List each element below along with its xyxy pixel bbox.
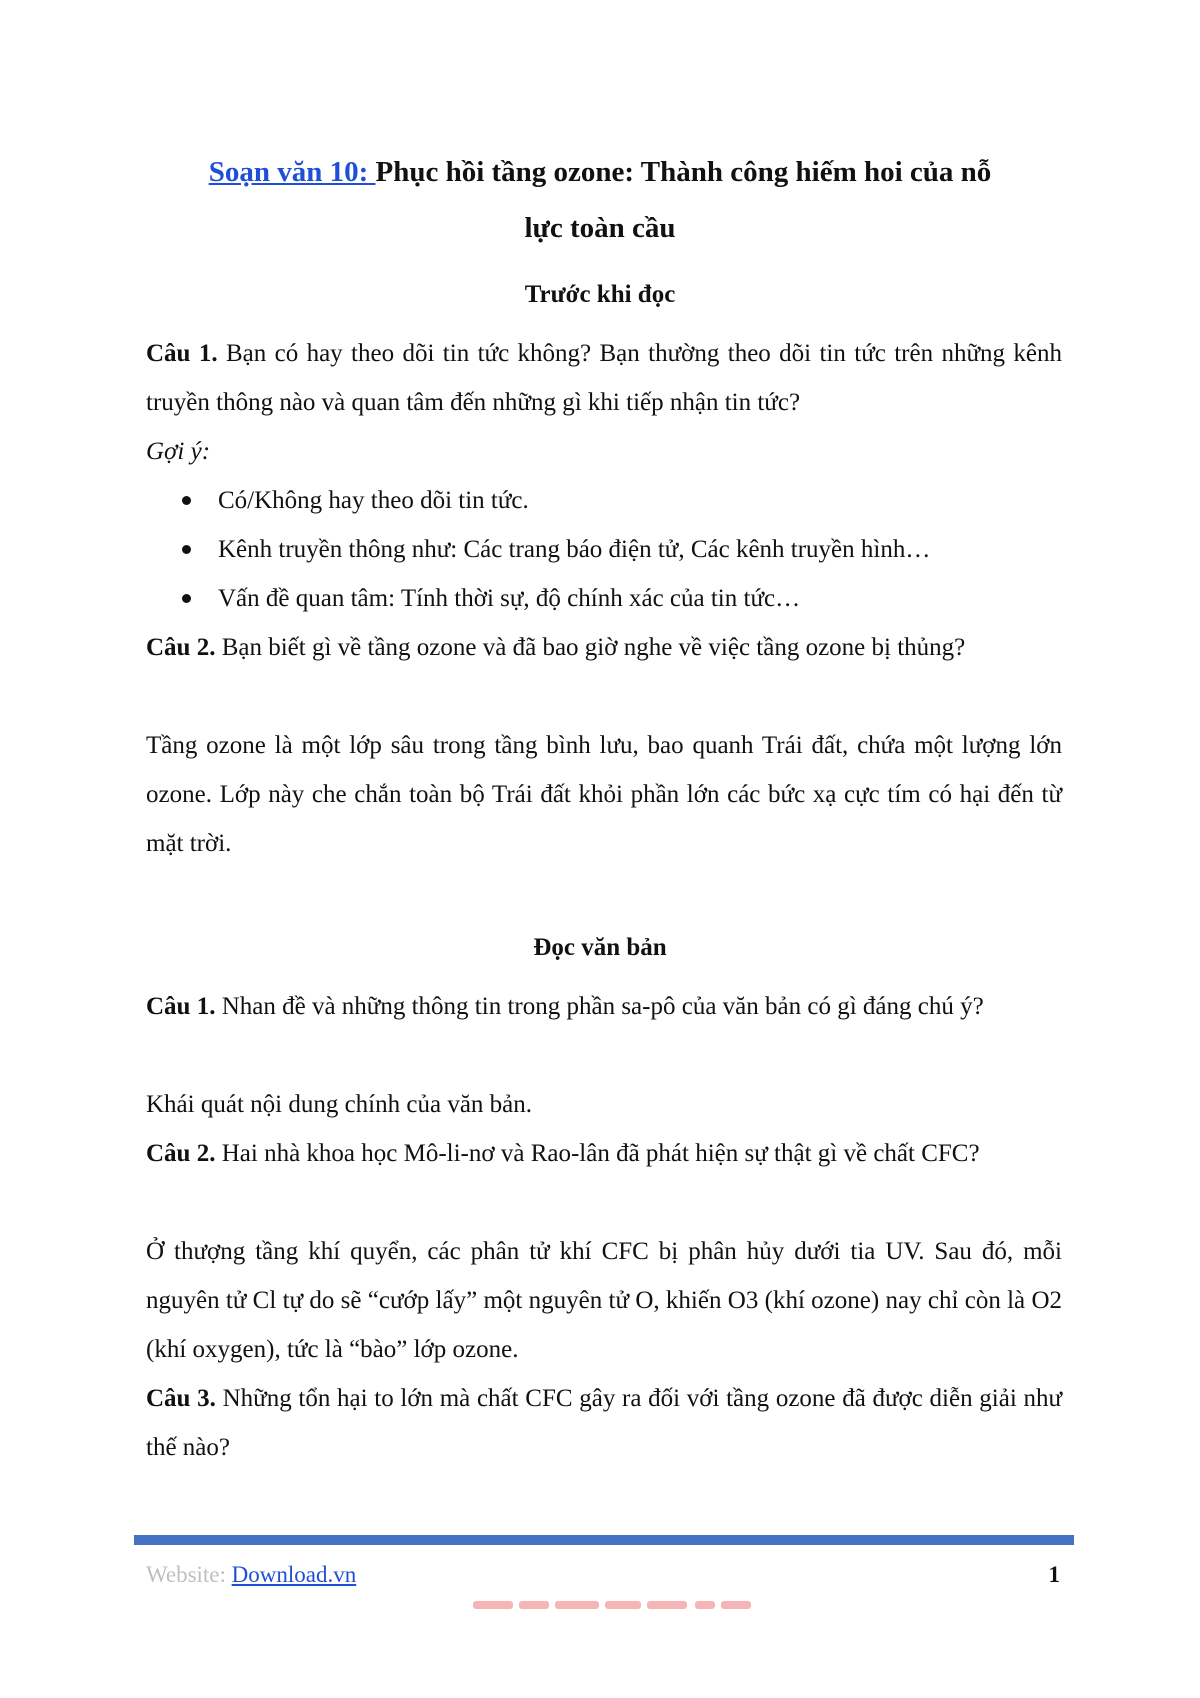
section-heading-before-reading: Trước khi đọc xyxy=(524,281,676,308)
question-text: Những tổn hại to lớn mà chất CFC gây ra đối với tầng ozone đã được diễn giải như thế nào? xyxy=(146,1385,1062,1461)
question-label: Câu 1. xyxy=(146,993,216,1020)
question-label: Câu 2. xyxy=(146,634,216,661)
question-2-reading xyxy=(146,1129,1062,1178)
list-item xyxy=(146,476,1062,525)
answer-1-reading: Khái quát nội dung chính của văn bản. xyxy=(146,1091,533,1118)
page-number: 1 xyxy=(1048,1562,1060,1587)
question-text: Bạn có hay theo dõi tin tức không? Bạn thường theo dõi tin tức trên những kênh truyền thông nào và quan tâm đến những gì khi tiếp nhận tin tức? xyxy=(146,340,1062,416)
website-link[interactable]: Download.vn xyxy=(231,1562,357,1587)
title-text: Phục hồi tầng ozone: Thành công hiếm hoi của nỗ xyxy=(375,156,992,188)
question-2-before xyxy=(146,623,1062,672)
website-label: Website: xyxy=(146,1562,232,1587)
hint-bullet-list xyxy=(146,476,1062,623)
title-line-2: lực toàn cầu xyxy=(524,212,676,244)
bullet-icon xyxy=(182,545,191,554)
list-item-text: Vấn đề quan tâm: Tính thời sự, độ chính xác của tin tức… xyxy=(218,585,801,612)
page-title xyxy=(0,144,1200,256)
title-line-1 xyxy=(0,144,1200,200)
question-label: Câu 3. xyxy=(146,1385,216,1412)
question-text: Nhan đề và những thông tin trong phần sa-pô của văn bản có gì đáng chú ý? xyxy=(215,993,984,1020)
question-1-before xyxy=(146,329,1062,427)
bullet-icon xyxy=(182,594,191,603)
list-item xyxy=(146,574,1062,623)
question-label: Câu 2. xyxy=(146,1140,216,1167)
answer-2-before: Tầng ozone là một lớp sâu trong tầng bình lưu, bao quanh Trái đất, chứa một lượng lớn ozone. Lớp này che chắn toàn bộ Trái đất khỏi phần lớn các bức xạ cực tím có hại đến từ mặt trời. xyxy=(146,732,1062,857)
download-logo-watermark xyxy=(473,1598,751,1612)
question-text: Hai nhà khoa học Mô-li-nơ và Rao-lân đã phát hiện sự thật gì về chất CFC? xyxy=(215,1140,980,1167)
bullet-icon xyxy=(182,496,191,505)
list-item-text: Kênh truyền thông như: Các trang báo điện tử, Các kênh truyền hình… xyxy=(218,536,931,563)
question-3-reading xyxy=(146,1374,1062,1472)
section-heading-reading: Đọc văn bản xyxy=(533,934,667,961)
answer-2-reading: Ở thượng tầng khí quyển, các phân tử khí CFC bị phân hủy dưới tia UV. Sau đó, mỗi nguyên tử Cl tự do sẽ “cướp lấy” một nguyên tử O, khiến O3 (khí ozone) nay chỉ còn là O2 (khí oxygen), tức là “bào” lớp ozone. xyxy=(146,1238,1062,1363)
question-label: Câu 1. xyxy=(146,340,218,367)
title-link[interactable]: Soạn văn 10: xyxy=(208,156,376,188)
footer-rule xyxy=(134,1535,1074,1545)
question-text: Bạn biết gì về tầng ozone và đã bao giờ nghe về việc tầng ozone bị thủng? xyxy=(215,634,966,661)
hint-label: Gợi ý: xyxy=(146,438,211,465)
question-1-reading xyxy=(146,982,1062,1031)
list-item-text: Có/Không hay theo dõi tin tức. xyxy=(218,487,529,514)
footer-website xyxy=(146,1560,356,1590)
list-item xyxy=(146,525,1062,574)
